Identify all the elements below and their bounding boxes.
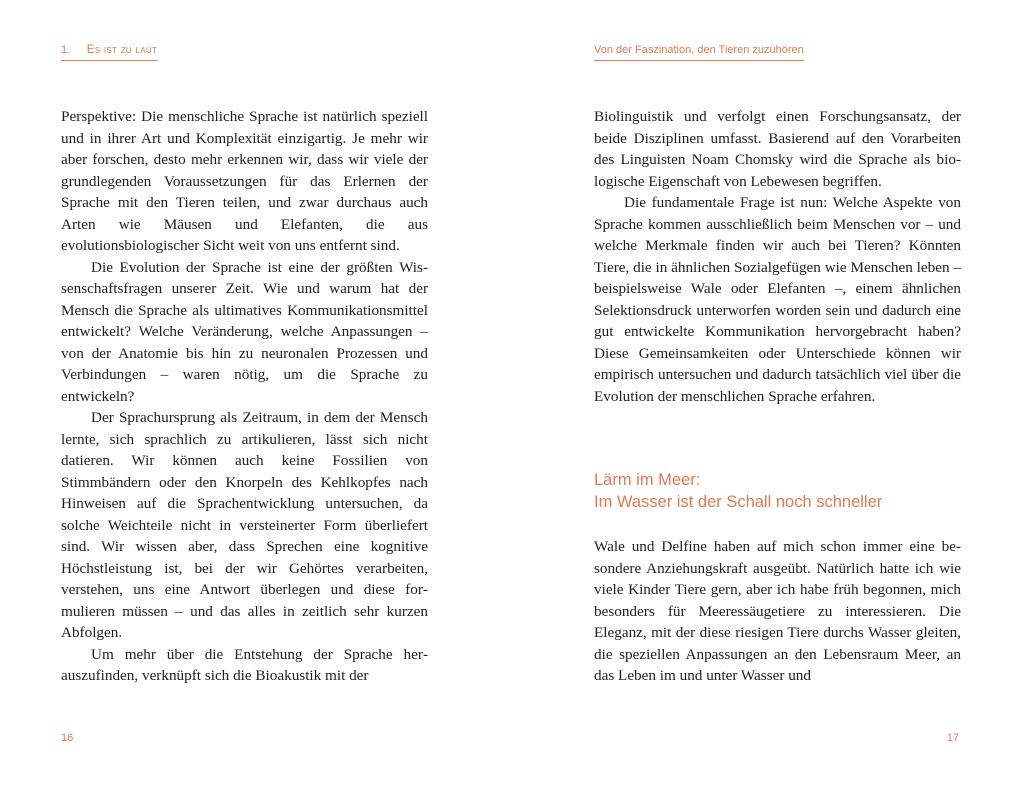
paragraph: Um mehr über die Entstehung der Sprache herauszufinden, verknüpft sich die Bioakustik mit der (61, 645, 428, 684)
left-body-text (61, 106, 428, 687)
right-body-text (594, 106, 961, 407)
paragraph: Biolinguistik und verfolgt einen Forschungsansatz, der beide Disziplinen umfasst. Basierend auf den Vorarbeiten des Linguisten Noam Chomsky wird die Sprache als biologische Eigenschaft von Lebewesen begriffen. (594, 108, 961, 190)
paragraph: Die Evolution der Sprache ist eine der größten Wissenschaftsfragen unserer Zeit. Wie und warum hat der Mensch die Sprache als ultimatives Kommunikationsmittel entwickelt? Welche Veränderung, welche Anpassungen – von der Anatomie bis hin zu neuronalen Prozessen und Verbindungen – waren nötig, um die Sprache zu entwickeln? (61, 258, 428, 405)
paragraph: Perspektive: Die menschliche Sprache ist natürlich speziell und in ihrer Art und Komplexität einzigartig. Je mehr wir aber forschen, desto mehr erkennen wir, dass wir viele der grundlegenden Voraussetzungen für das Erlernen der Sprache mit den Tieren teilen, und zwar durchaus auch Arten wie Mäusen und Elefanten, die aus evolutionsbiologischer Sicht weit von uns entfernt sind. (61, 108, 428, 254)
right-page (510, 0, 1020, 794)
paragraph: Wale und Delfine haben auf mich schon immer eine besondere Anziehungskraft ausgeübt. Natürlich hatte ich wie viele Kinder Tiere gern, aber ich habe früh begonnen, mich besonders für Meeressäugetiere zu interessieren. Die Eleganz, mit der diese riesigen Tiere durchs Wasser gleiten, die speziellen Anpassungen an den Lebensraum Meer, an das Leben im und unter Wasser und (594, 538, 961, 684)
section-heading-line2: Im Wasser ist der Schall noch schneller (594, 492, 883, 511)
page-number-left: 16 (61, 732, 74, 744)
section-heading (594, 470, 974, 513)
section-heading-line1: Lärm im Meer: (594, 471, 701, 489)
section-body-text (594, 536, 961, 687)
page-number-right: 17 (946, 732, 959, 744)
chapter-title: Es ist zu laut (86, 44, 158, 56)
chapter-number: 1. (61, 44, 71, 56)
chapter-running-head (61, 43, 157, 61)
section-running-head: Von der Faszination, den Tieren zuzuhören (594, 43, 804, 61)
paragraph: Die fundamentale Frage ist nun: Welche Aspekte von Sprache kommen ausschließlich beim Menschen vor – und welche Merkmale finden wir auch bei Tieren? Könnten Tiere, die in ähnlichen Sozialgefügen wie Menschen leben – beispielsweise Wale oder Elefanten –, einem ähnlichen Selektionsdruck unterworfen worden sein und dadurch eine gut entwickelte Kommunikation hervorgebracht haben? Diese Gemeinsamkeiten oder Unterschiede können wir empirisch untersuchen und dadurch tatsächlich viel über die Evolution der menschlichen Sprache erfahren. (594, 194, 961, 405)
paragraph: Der Sprachursprung als Zeitraum, in dem der Mensch lernte, sich sprachlich zu artikulieren, lässt sich nicht datieren. Wir können auch keine Fossilien von Stimmbändern oder den Knorpeln des Kehlkopfes nach Hinweisen auf die Sprachentwicklung untersuchen, da solche Weichteile nicht in versteinerter Form überliefert sind. Wir wissen aber, dass Sprechen eine kognitive Höchstleistung ist, bei der wir Gehörtes verarbeiten, verstehen, uns eine Antwort überlegen und diese formulieren müssen – und das alles in zeitlich sehr kurzen Abfolgen. (61, 409, 428, 641)
